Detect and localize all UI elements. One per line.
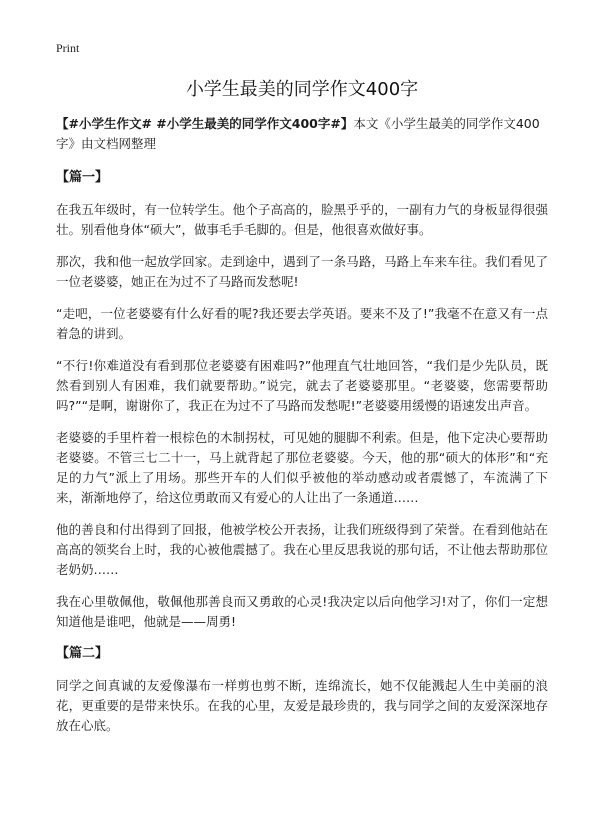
intro-text: 本文《小学生最美的同学作文400字》由文档网整理 [56,116,540,151]
section-1-paragraph-7: 我在心里敬佩他，敬佩他那善良而又勇敢的心灵!我决定以后向他学习!对了，你们一定想知道他是谁吧，他就是——周勇! [56,594,548,629]
section-1-paragraph-4: “不行!你难道没有看到那位老婆婆有困难吗?”他理直气壮地回答，“我们是少先队员，既然看到别人有困难，我们就要帮助。”说完，就去了老婆婆那里。“老婆婆，您需要帮助吗?”“是啊，谢谢你了，我正在为过不了马路而发愁呢!”老婆婆用缓慢的语速发出声音。 [56,358,548,413]
section-heading-1: 【篇一】 [56,170,109,185]
section-1-paragraph-1: 在我五年级时，有一位转学生。他个子高高的，脸黑乎乎的，一副有力气的身板显得很强壮。别看他身体“硕大”，做事毛手毛脚的。但是，他很喜欢做好事。 [56,202,548,237]
print-link[interactable]: Print [56,41,80,55]
page-title: 小学生最美的同学作文400字 [185,79,419,100]
section-1-paragraph-3: “走吧，一位老婆婆有什么好看的呢?我还要去学英语。要来不及了!”我毫不在意又有一点着急的讲到。 [56,306,548,341]
section-heading-2: 【篇二】 [56,646,109,661]
intro-tag: 【#小学生作文# #小学生最美的同学作文400字#】 [56,116,354,131]
intro-paragraph [56,114,548,154]
section-1-paragraph-2: 那次，我和他一起放学回家。走到途中，遇到了一条马路，马路上车来车往。我们看见了一位老婆婆，她正在为过不了马路而发愁呢! [56,254,548,289]
section-1-paragraph-5: 老婆婆的手里杵着一根棕色的木制拐杖，可见她的腿脚不利索。但是，他下定决心要帮助老婆婆。不管三七二十一，马上就背起了那位老婆婆。今天，他的那“硕大的体形”和“充足的力气”派上了用场。那些开车的人们似乎被他的举动感动或者震憾了，车流满了下来，渐渐地停了，给这位勇敢而又有爱心的人让出了一条通道…… [56,430,548,505]
section-1-paragraph-6: 他的善良和付出得到了回报，他被学校公开表扬，让我们班级得到了荣誉。在看到他站在高高的领奖台上时，我的心被他震撼了。我在心里反思我说的那句话，不让他去帮助那位老奶奶…… [56,522,548,577]
section-2-paragraph-1: 同学之间真诚的友爱像瀑布一样剪也剪不断，连绵流长，她不仅能溅起人生中美丽的浪花，更重要的是带来快乐。在我的心里，友爱是最珍贵的，我与同学之间的友爱深深地存放在心底。 [56,678,548,733]
